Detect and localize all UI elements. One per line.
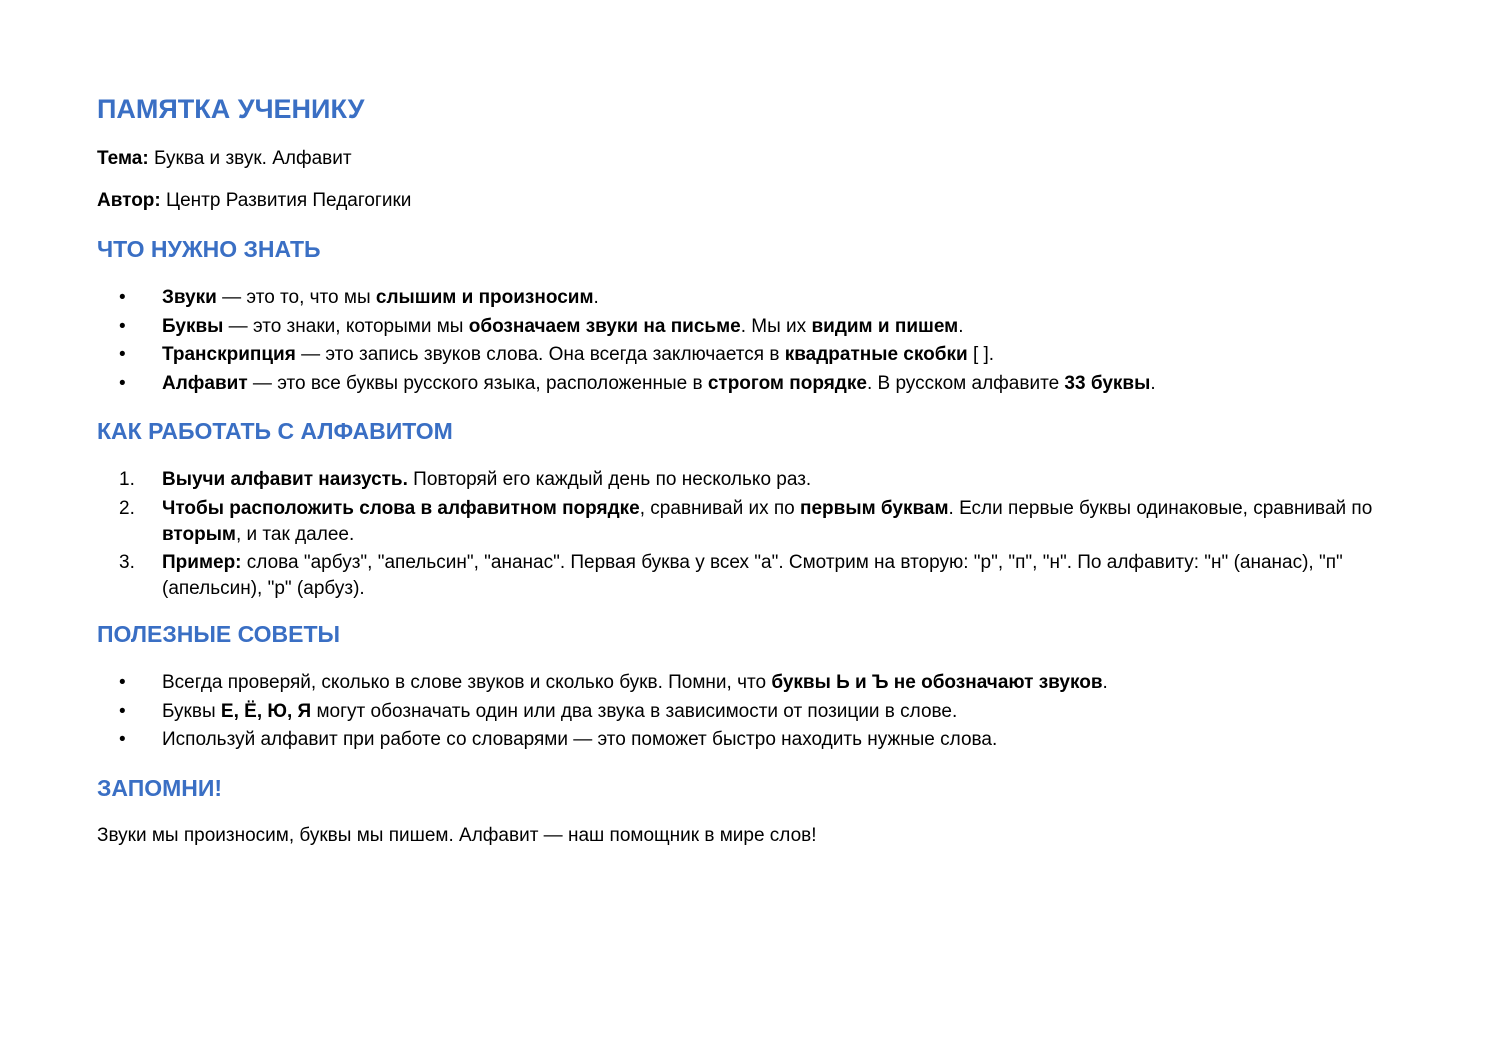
bullet-icon: • bbox=[119, 315, 126, 337]
bold-text: вторым bbox=[162, 523, 236, 545]
bullet-icon: • bbox=[119, 287, 126, 308]
section-heading-tips: ПОЛЕЗНЫЕ СОВЕТЫ bbox=[97, 621, 341, 647]
bold-text: Буквы bbox=[162, 315, 224, 337]
list-item bbox=[97, 550, 1417, 602]
bullet-icon: • bbox=[119, 729, 126, 750]
bullet-icon: • bbox=[119, 672, 126, 693]
know-list bbox=[97, 285, 1417, 399]
text: — это все буквы русского языка, расположенные в bbox=[247, 372, 708, 394]
bold-text: Звуки bbox=[162, 287, 217, 308]
topic-value: Буква и звук. Алфавит bbox=[153, 148, 352, 169]
author-line bbox=[97, 188, 411, 214]
text: . bbox=[958, 315, 964, 337]
bold-text: квадратные скобки bbox=[784, 344, 968, 365]
author-label: Автор: bbox=[97, 190, 161, 211]
bold-text: Е, Ё, Ю, Я bbox=[220, 700, 312, 722]
text: . В русском алфавите bbox=[866, 372, 1065, 394]
list-item bbox=[97, 467, 1417, 493]
section-heading-know: ЧТО НУЖНО ЗНАТЬ bbox=[97, 236, 321, 262]
text: . bbox=[593, 287, 599, 308]
list-item bbox=[97, 496, 1417, 548]
bold-text: слышим и произносим bbox=[375, 287, 594, 308]
list-item bbox=[97, 371, 1417, 397]
topic-line bbox=[97, 146, 352, 172]
text: — это запись звуков слова. Она всегда заключается в bbox=[295, 344, 785, 365]
bold-text: буквы Ь и Ъ не обозначают звуков bbox=[771, 672, 1103, 693]
list-item bbox=[97, 342, 1417, 368]
bold-text: строгом порядке bbox=[707, 372, 867, 394]
bullet-icon: • bbox=[119, 372, 126, 394]
text: Используй алфавит при работе со словарями — это поможет быстро находить нужные слова. bbox=[162, 729, 998, 750]
bold-text: видим и пишем bbox=[811, 315, 959, 337]
text: . bbox=[1150, 372, 1156, 394]
author-value: Центр Развития Педагогики bbox=[166, 190, 412, 211]
bold-text: Транскрипция bbox=[162, 344, 296, 365]
bold-text: обозначаем звуки на письме bbox=[468, 315, 741, 337]
bold-text: Выучи алфавит наизусть. bbox=[162, 469, 408, 490]
text: слова "арбуз", "апельсин", "ананас". Первая буква у всех "а". Смотрим на вторую: "р", "п", "н". По алфавиту: "н" (ананас), "п" (апельсин), "р" (арбуз). bbox=[162, 552, 1343, 599]
list-number: 3. bbox=[119, 552, 135, 573]
bold-text: 33 буквы bbox=[1064, 372, 1151, 394]
text: , и так далее. bbox=[235, 523, 355, 545]
section-heading-work: КАК РАБОТАТЬ С АЛФАВИТОМ bbox=[97, 418, 453, 444]
remember-text: Звуки мы произносим, буквы мы пишем. Алфавит — наш помощник в мире слов! bbox=[97, 825, 817, 846]
bold-text: Чтобы расположить слова в алфавитном порядке bbox=[162, 497, 640, 519]
topic-label: Тема: bbox=[97, 148, 149, 169]
list-item bbox=[97, 699, 1417, 725]
section-heading-remember: ЗАПОМНИ! bbox=[97, 775, 223, 801]
text: могут обозначать один или два звука в зависимости от позиции в слове. bbox=[311, 700, 958, 722]
list-item bbox=[97, 727, 1417, 753]
bold-text: Алфавит bbox=[162, 372, 248, 394]
text: — это то, что мы bbox=[216, 287, 376, 308]
bold-text: первым буквам bbox=[800, 497, 949, 519]
page-title: ПАМЯТКА УЧЕНИКУ bbox=[97, 94, 365, 124]
text: . Мы их bbox=[740, 315, 812, 337]
list-number: 2. bbox=[119, 497, 135, 519]
text: . Если первые буквы одинаковые, сравнивай по bbox=[948, 497, 1373, 519]
bullet-icon: • bbox=[119, 700, 126, 722]
list-number: 1. bbox=[119, 469, 135, 490]
list-item bbox=[97, 314, 1417, 340]
text: Буквы bbox=[162, 700, 221, 722]
text: [ ]. bbox=[967, 344, 995, 365]
list-item bbox=[97, 670, 1417, 696]
bold-text: Пример: bbox=[162, 552, 242, 573]
text: , сравнивай их по bbox=[639, 497, 801, 519]
tips-list bbox=[97, 670, 1417, 756]
text: — это знаки, которыми мы bbox=[223, 315, 469, 337]
list-item bbox=[97, 285, 1417, 311]
bullet-icon: • bbox=[119, 344, 126, 365]
text: Повторяй его каждый день по несколько раз. bbox=[407, 469, 812, 490]
text: . bbox=[1102, 672, 1108, 693]
work-list bbox=[97, 467, 1417, 605]
text: Всегда проверяй, сколько в слове звуков и сколько букв. Помни, что bbox=[162, 672, 772, 693]
